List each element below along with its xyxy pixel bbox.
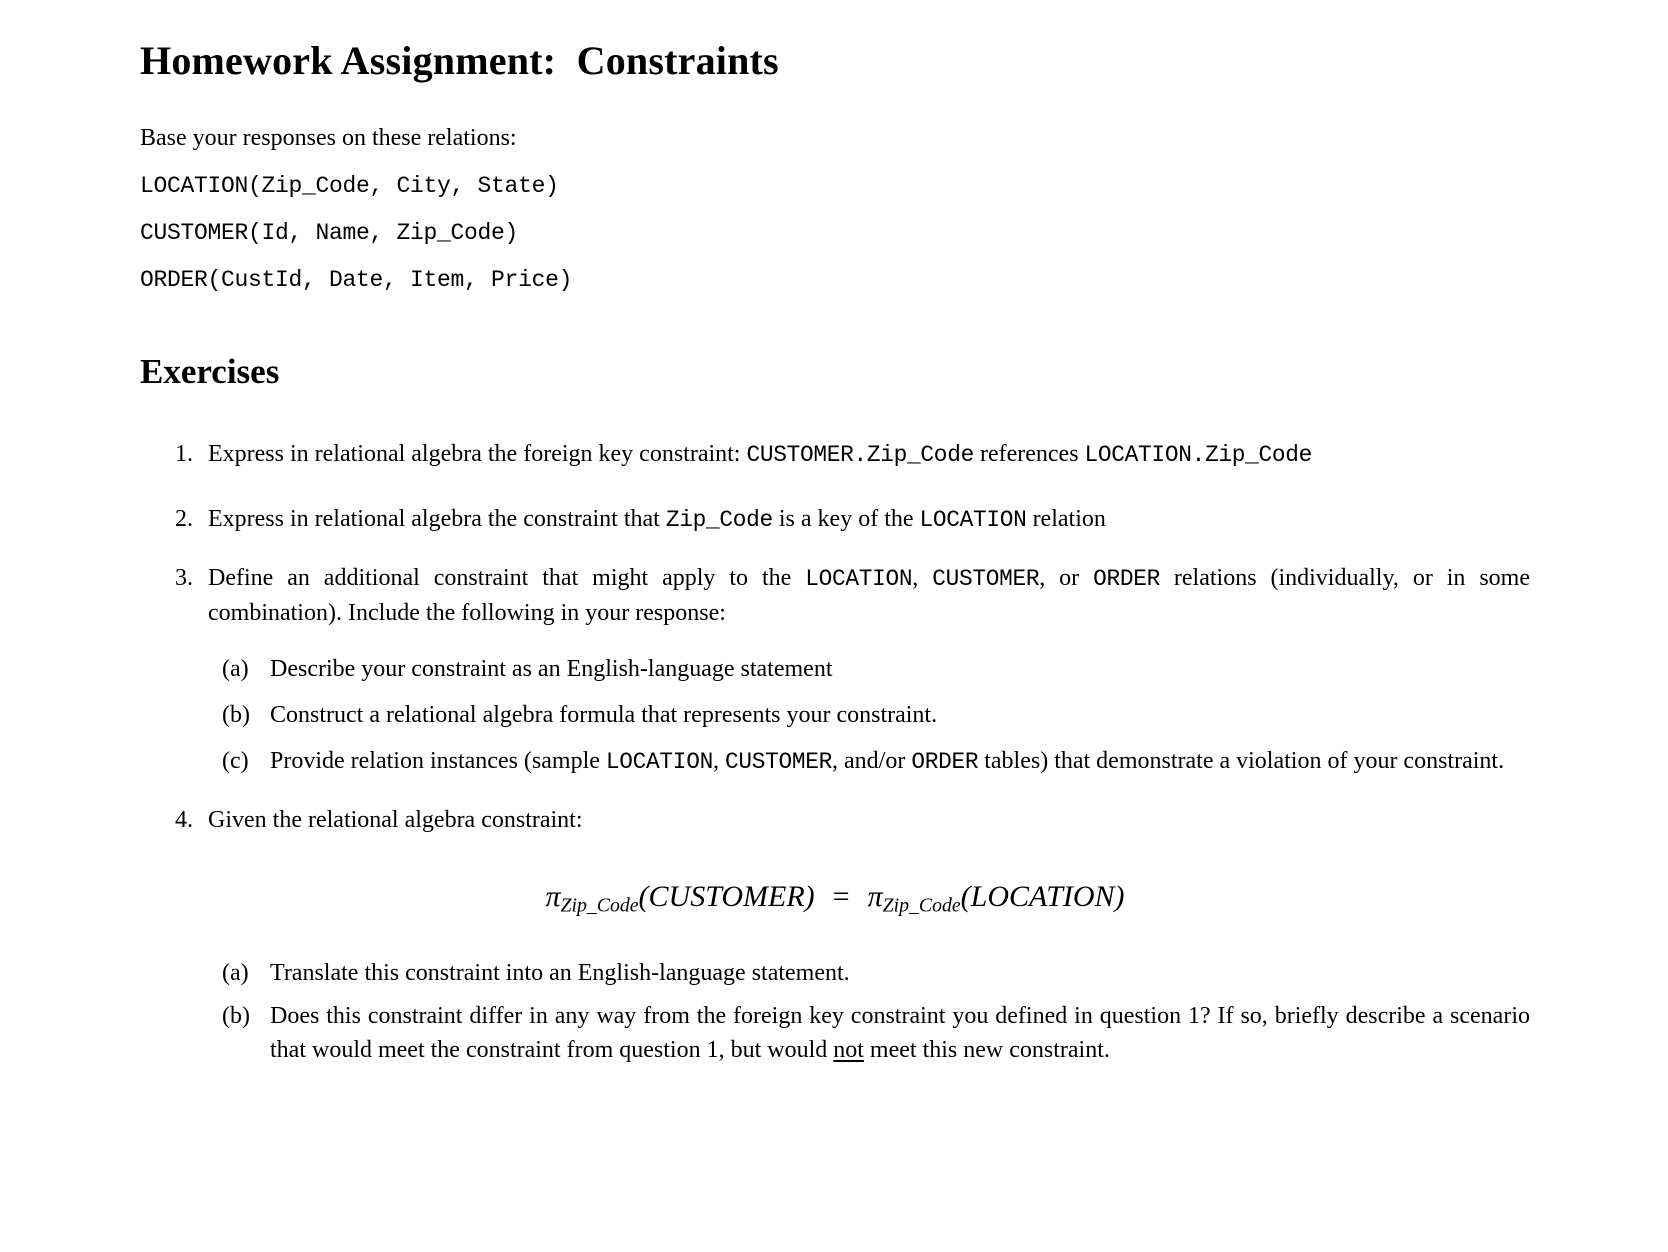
- subitem-label: (a): [222, 656, 249, 682]
- subitem-label: (b): [222, 1002, 250, 1029]
- exercise-item-3: [175, 561, 1530, 779]
- exercise-item-4: [175, 803, 1530, 1067]
- exercise-item-2: [175, 502, 1530, 537]
- subitem-4a: [222, 956, 1530, 990]
- exercise-item-3-text: Define an additional constraint that might apply to the LOCATION, CUSTOMER, or ORDER relations (individually, or in some combination). Include the following in your response:: [208, 565, 1530, 626]
- exercise-item-1-text: Express in relational algebra the foreign key constraint: CUSTOMER.Zip_Code references LOCATION.Zip_Code: [208, 441, 1312, 468]
- subitem-4a-text: Translate this constraint into an English-language statement.: [270, 959, 850, 986]
- document-title: Homework Assignment: Constraints: [140, 38, 779, 83]
- subitem-3c: [222, 744, 1530, 779]
- exercise-item-3-sublist: [222, 652, 1530, 779]
- exercise-item-4-sublist: [222, 956, 1530, 1067]
- subitem-3b-text: Construct a relational algebra formula that represents your constraint.: [270, 702, 938, 728]
- exercise-item-4-text: Given the relational algebra constraint:: [208, 807, 583, 833]
- item-number: 2.: [175, 506, 193, 532]
- subitem-label: (c): [222, 748, 249, 774]
- subitem-label: (b): [222, 702, 250, 728]
- subitem-3c-text: Provide relation instances (sample LOCATION, CUSTOMER, and/or ORDER tables) that demonstrate a violation of your constraint.: [270, 748, 1505, 775]
- subitem-4b: [222, 999, 1530, 1067]
- relation-location: LOCATION(Zip_Code, City, State): [140, 173, 559, 199]
- exercise-list: [140, 437, 1530, 1067]
- exercise-item-2-text: Express in relational algebra the constraint that Zip_Code is a key of the LOCATION relation: [208, 506, 1106, 533]
- exercise-item-1: [175, 437, 1530, 472]
- subitem-label: (a): [222, 959, 249, 986]
- relation-order: ORDER(CustId, Date, Item, Price): [140, 267, 573, 293]
- subitem-3b: [222, 698, 1530, 732]
- section-heading-exercises: Exercises: [140, 352, 280, 391]
- relational-algebra-formula: $\pi_{Zip\_Code}(CUSTOMER)$ = $\pi_{Zip\_Code}(LOCATION)$: [545, 880, 1125, 917]
- item-number: 3.: [175, 565, 193, 591]
- item-number: 1.: [175, 441, 193, 467]
- subitem-3a: [222, 652, 1530, 686]
- intro-text: Base your responses on these relations:: [140, 125, 517, 151]
- relation-customer: CUSTOMER(Id, Name, Zip_Code): [140, 220, 519, 246]
- subitem-3a-text: Describe your constraint as an English-language statement: [270, 656, 833, 682]
- subitem-4b-text: Does this constraint differ in any way from the foreign key constraint you defined in question 1? If so, briefly describe a scenario that would meet the constraint from question 1, but would not meet this new constraint.: [270, 1002, 1530, 1063]
- item-number: 4.: [175, 807, 193, 833]
